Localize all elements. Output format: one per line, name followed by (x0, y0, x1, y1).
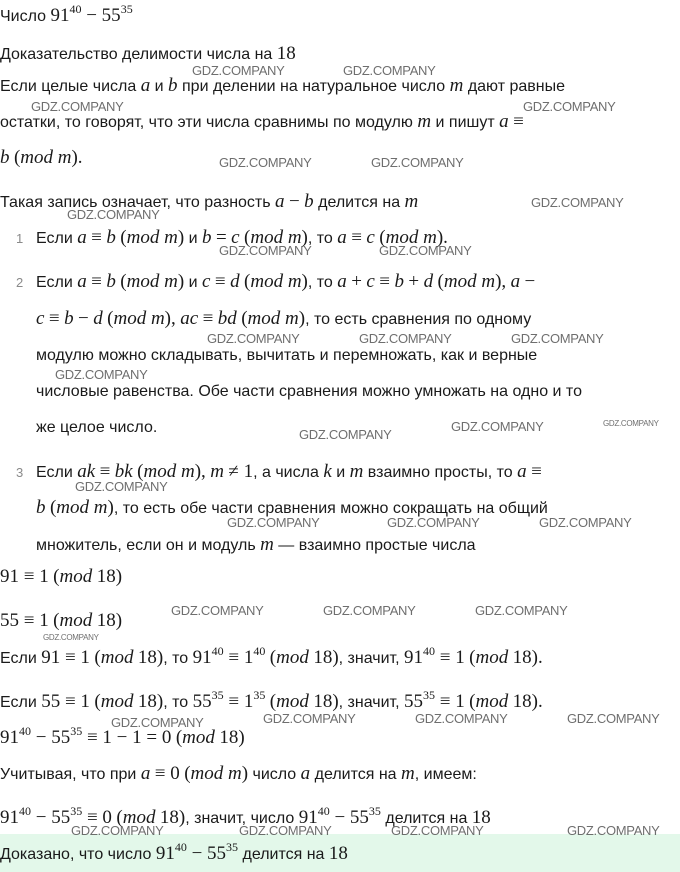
list-item-3-line-2: b (mod m), то есть обе части сравнения можно сокращать на общий (36, 497, 548, 518)
watermark: GDZ.COMPANY (387, 515, 480, 530)
watermark: GDZ.COMPANY (511, 331, 604, 346)
watermark: GDZ.COMPANY (239, 823, 332, 838)
watermark: GDZ.COMPANY (475, 603, 568, 618)
watermark: GDZ.COMPANY (567, 711, 660, 726)
meaning-line: Такая запись означает, что разность a − b делится на m (0, 191, 419, 212)
watermark: GDZ.COMPANY (603, 419, 659, 428)
list-item-2-line-2: c ≡ b − d (mod m), ac ≡ bd (mod m), то есть сравнения по одному (36, 308, 532, 329)
calc-line-3: Если 91 ≡ 1 (mod 18), то $91^{40} \equiv 1^{40}$ (mod 18), значит, $91^{40} \equiv 1$ (mod 18). (0, 644, 543, 668)
list-number-3: 3 (16, 465, 24, 480)
watermark: GDZ.COMPANY (263, 711, 356, 726)
definition-line-1: Если целые числа a и b при делении на натуральное число m дают равные (0, 75, 565, 96)
problem-title: Число $91^{40} - 55^{35}$ (0, 2, 133, 26)
calc-line-5: $91^{40} - 55^{35} \equiv 1 - 1 = 0$ (mod 18) (0, 724, 245, 748)
calc-line-4: Если 55 ≡ 1 (mod 18), то $55^{35} \equiv 1^{35}$ (mod 18), значит, $55^{35} \equiv 1$ (mod 18). (0, 688, 543, 712)
watermark: GDZ.COMPANY (371, 155, 464, 170)
section-heading: Доказательство делимости числа на 18 (0, 43, 296, 64)
watermark: GDZ.COMPANY (567, 823, 660, 838)
watermark: GDZ.COMPANY (323, 603, 416, 618)
definition-line-3: b (mod m). (0, 147, 83, 168)
watermark: GDZ.COMPANY (75, 479, 168, 494)
watermark: GDZ.COMPANY (391, 823, 484, 838)
watermark: GDZ.COMPANY (523, 99, 616, 114)
watermark: GDZ.COMPANY (379, 243, 472, 258)
watermark: GDZ.COMPANY (67, 207, 160, 222)
watermark: GDZ.COMPANY (111, 715, 204, 730)
watermark: GDZ.COMPANY (207, 331, 300, 346)
calc-line-6: Учитывая, что при a ≡ 0 (mod m) число a делится на m, имеем: (0, 763, 477, 784)
calc-line-1: 91 ≡ 1 (mod 18) (0, 566, 123, 587)
watermark: GDZ.COMPANY (343, 63, 436, 78)
list-item-2-line-3: модулю можно складывать, вычитать и перемножать, как и верные (36, 347, 538, 364)
watermark: GDZ.COMPANY (227, 515, 320, 530)
watermark: GDZ.COMPANY (192, 63, 285, 78)
calc-line-7: $91^{40} - 55^{35} \equiv 0$ (mod 18), значит, число $91^{40} - 55^{35}$ делится на 18 (0, 804, 491, 828)
list-item-2-line-5: же целое число. (36, 419, 158, 436)
conclusion-text: Доказано, что число $91^{40} - 55^{35}$ делится на 18 (0, 840, 348, 864)
watermark: GDZ.COMPANY (359, 331, 452, 346)
watermark: GDZ.COMPANY (71, 823, 164, 838)
calc-line-2: 55 ≡ 1 (mod 18) (0, 610, 123, 631)
watermark: GDZ.COMPANY (531, 195, 624, 210)
list-item-1: Если a ≡ b (mod m) и b = c (mod m), то a ≡ c (mod m). (36, 227, 448, 248)
definition-line-2: остатки, то говорят, что эти числа сравнимы по модулю m и пишут a ≡ (0, 111, 524, 132)
watermark: GDZ.COMPANY (55, 367, 148, 382)
watermark: GDZ.COMPANY (219, 243, 312, 258)
watermark: GDZ.COMPANY (415, 711, 508, 726)
watermark: GDZ.COMPANY (43, 633, 99, 642)
list-number-2: 2 (16, 275, 24, 290)
list-item-3-line-1: Если ak ≡ bk (mod m), m ≠ 1, а числа k и m взаимно просты, то a ≡ (36, 461, 542, 482)
list-number-1: 1 (16, 231, 24, 246)
list-item-3-line-3: множитель, если он и модуль m — взаимно простые числа (36, 534, 476, 555)
watermark: GDZ.COMPANY (219, 155, 312, 170)
watermark: GDZ.COMPANY (31, 99, 124, 114)
list-item-2-line-1: Если a ≡ b (mod m) и c ≡ d (mod m), то a + c ≡ b + d (mod m), a − (36, 271, 536, 292)
watermark: GDZ.COMPANY (171, 603, 264, 618)
watermark: GDZ.COMPANY (451, 419, 544, 434)
list-item-2-line-4: числовые равенства. Обе части сравнения можно умножать на одно и то (36, 383, 582, 400)
watermark: GDZ.COMPANY (539, 515, 632, 530)
watermark: GDZ.COMPANY (299, 427, 392, 442)
